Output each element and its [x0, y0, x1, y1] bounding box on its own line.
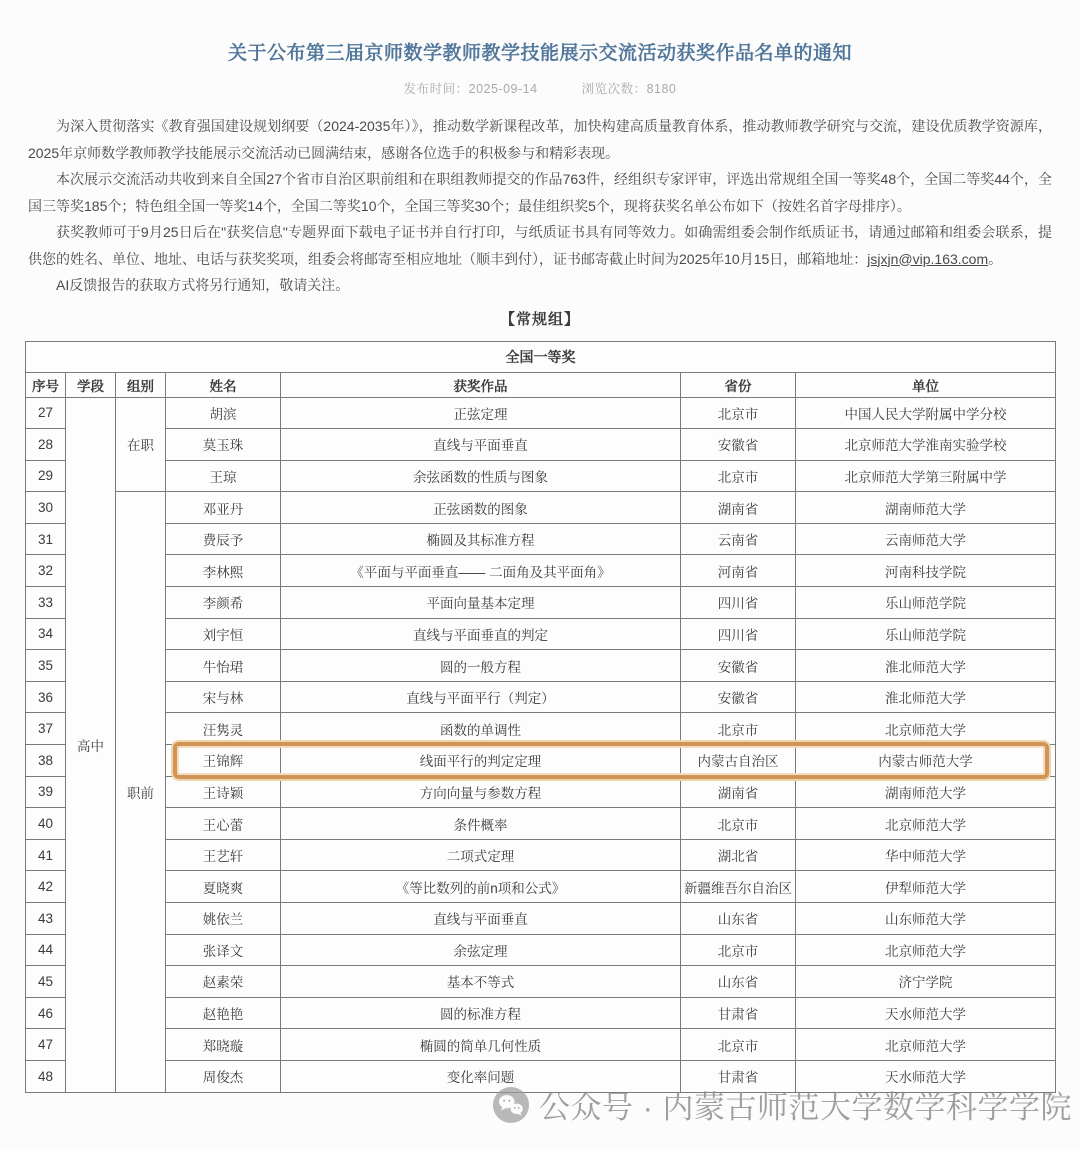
cell-unit: 湖南师范大学: [796, 776, 1056, 808]
cell-no: 42: [26, 871, 66, 903]
cell-no: 48: [26, 1060, 66, 1092]
cell-work: 直线与平面垂直: [281, 429, 681, 461]
page-title: 关于公布第三届京师数学教师教学技能展示交流活动获奖作品名单的通知: [227, 43, 852, 64]
cell-name: 李颜希: [166, 587, 281, 619]
cell-unit: 北京师范大学: [796, 934, 1056, 966]
cell-work: 《等比数列的前n项和公式》: [281, 871, 681, 903]
cell-unit: 北京师范大学: [796, 808, 1056, 840]
cell-province: 甘肃省: [681, 1060, 796, 1092]
cell-province: 北京市: [681, 397, 796, 429]
table-row: [26, 903, 1056, 935]
cell-province: 湖南省: [681, 776, 796, 808]
cell-work: 条件概率: [281, 808, 681, 840]
table-row: [26, 618, 1056, 650]
table-row: [26, 650, 1056, 682]
cell-unit: 乐山师范学院: [796, 587, 1056, 619]
cell-no: 39: [26, 776, 66, 808]
cell-work: 基本不等式: [281, 966, 681, 998]
header-group: 组别: [116, 372, 166, 397]
view-count-label: 浏览次数：: [581, 82, 647, 96]
cell-province: 山东省: [681, 966, 796, 998]
cell-name: 赵艳艳: [166, 997, 281, 1029]
cell-province: 安徽省: [681, 681, 796, 713]
cell-name: 王琼: [166, 460, 281, 492]
paragraph-3-period: 。: [988, 250, 1003, 267]
cell-no: 40: [26, 808, 66, 840]
table-row: [26, 871, 1056, 903]
cell-unit: 北京师范大学: [796, 713, 1056, 745]
cell-province: 内蒙古自治区: [681, 745, 796, 777]
cell-no: 29: [26, 460, 66, 492]
cell-work: 二项式定理: [281, 839, 681, 871]
cell-work: 变化率问题: [281, 1060, 681, 1092]
cell-no: 33: [26, 587, 66, 619]
cell-province: 甘肃省: [681, 997, 796, 1029]
cell-province: 北京市: [681, 808, 796, 840]
cell-unit: 河南科技学院: [796, 555, 1056, 587]
cell-no: 47: [26, 1029, 66, 1061]
cell-work: 椭圆及其标准方程: [281, 523, 681, 555]
cell-province: 湖北省: [681, 839, 796, 871]
cell-no: 30: [26, 492, 66, 524]
table-row: [26, 808, 1056, 840]
view-count-value: 8180: [646, 82, 677, 96]
paragraph-3-text: 获奖教师可于9月25日后在"获奖信息"专题界面下载电子证书并自行打印，与纸质证书具有同等效力。如确需组委会制作纸质证书，请通过邮箱和组委会联系，提供您的姓名、单位、地址、电话与获奖奖项，组委会将邮寄至相应地址（顺丰到付），证书邮寄截止时间为2025年10月15日，邮箱地址：: [28, 224, 1052, 267]
table-row: [26, 460, 1056, 492]
cell-unit: 云南师范大学: [796, 523, 1056, 555]
cell-unit: 淮北师范大学: [796, 650, 1056, 682]
cell-no: 27: [26, 397, 66, 429]
cell-name: 周俊杰: [166, 1060, 281, 1092]
award-table-body: [26, 397, 1056, 1092]
notice-body: [28, 113, 1052, 299]
table-row: [26, 397, 1056, 429]
cell-province: 山东省: [681, 903, 796, 935]
header-name: 姓名: [166, 372, 281, 397]
cell-no: 34: [26, 618, 66, 650]
cell-name: 王心蕾: [166, 808, 281, 840]
cell-name: 赵素荣: [166, 966, 281, 998]
table-row: [26, 934, 1056, 966]
cell-group: 在职: [116, 397, 166, 492]
cell-no: 32: [26, 555, 66, 587]
table-row: [26, 681, 1056, 713]
paragraph-1: 为深入贯彻落实《教育强国建设规划纲要（2024-2035年）》，推动数学新课程改革，加快构建高质量教育体系，推动教师教学研究与交流，建设优质教学资源库，2025年京师数学教师教学技能展示交流活动已圆满结束，感谢各位选手的积极参与和精彩表现。: [28, 118, 1052, 161]
cell-unit: 北京师范大学: [796, 1029, 1056, 1061]
cell-no: 37: [26, 713, 66, 745]
table-row: [26, 997, 1056, 1029]
cell-work: 余弦函数的性质与图象: [281, 460, 681, 492]
cell-work: 方向向量与参数方程: [281, 776, 681, 808]
cell-province: 新疆维吾尔自治区: [681, 871, 796, 903]
cell-name: 汪隽灵: [166, 713, 281, 745]
cell-work: 直线与平面垂直: [281, 903, 681, 935]
cell-province: 北京市: [681, 1029, 796, 1061]
paragraph-3: [28, 219, 1052, 272]
cell-work: 正弦函数的图象: [281, 492, 681, 524]
header-stage: 学段: [66, 372, 116, 397]
cell-group: 职前: [116, 492, 166, 1092]
cell-no: 43: [26, 903, 66, 935]
cell-province: 安徽省: [681, 650, 796, 682]
cell-name: 费辰予: [166, 523, 281, 555]
header-no: 序号: [26, 372, 66, 397]
cell-unit: 北京师范大学第三附属中学: [796, 460, 1056, 492]
cell-name: 王诗颖: [166, 776, 281, 808]
cell-name: 牛怡珺: [166, 650, 281, 682]
publish-time: [404, 82, 538, 96]
table-title-row: [26, 341, 1056, 372]
cell-name: 郑晓璇: [166, 1029, 281, 1061]
view-count: [582, 82, 677, 96]
cell-unit: 天水师范大学: [796, 1060, 1056, 1092]
table-row: [26, 492, 1056, 524]
header-work: 获奖作品: [281, 372, 681, 397]
cell-no: 41: [26, 839, 66, 871]
cell-unit: 伊犁师范大学: [796, 871, 1056, 903]
table-header-row: [26, 372, 1056, 397]
cell-name: 宋与林: [166, 681, 281, 713]
cell-unit: 中国人民大学附属中学分校: [796, 397, 1056, 429]
cell-name: 王锦辉: [166, 745, 281, 777]
cell-name: 张译文: [166, 934, 281, 966]
cell-unit: 山东师范大学: [796, 903, 1056, 935]
table-row: [26, 713, 1056, 745]
cell-unit: 淮北师范大学: [796, 681, 1056, 713]
cell-unit: 天水师范大学: [796, 997, 1056, 1029]
cell-work: 正弦定理: [281, 397, 681, 429]
watermark-text: 公众号 · 内蒙古师范大学数学科学学院: [539, 1090, 1073, 1125]
cell-name: 夏晓爽: [166, 871, 281, 903]
table-row: [26, 1029, 1056, 1061]
cell-work: 直线与平面垂直的判定: [281, 618, 681, 650]
table-row: [26, 839, 1056, 871]
publish-time-label: 发布时间：: [403, 82, 469, 96]
cell-province: 北京市: [681, 713, 796, 745]
cell-name: 邓亚丹: [166, 492, 281, 524]
cell-unit: 内蒙古师范大学: [796, 745, 1056, 777]
cell-unit: 济宁学院: [796, 966, 1056, 998]
award-table: [25, 341, 1056, 1093]
header-unit: 单位: [796, 372, 1056, 397]
table-row: [26, 776, 1056, 808]
cell-unit: 湖南师范大学: [796, 492, 1056, 524]
cell-unit: 北京师范大学淮南实验学校: [796, 429, 1056, 461]
paragraph-2: 本次展示交流活动共收到来自全国27个省市自治区职前组和在职组教师提交的作品763件，经组织专家评审，评选出常规组全国一等奖48个，全国二等奖44个，全国三等奖185个；特色组全国一等奖14个，全国二等奖10个，全国三等奖30个；最佳组织奖5个，现将获奖名单公布如下（按姓名首字母排序）。: [28, 171, 1052, 214]
cell-province: 四川省: [681, 618, 796, 650]
cell-work: 《平面与平面垂直—— 二面角及其平面角》: [281, 555, 681, 587]
table-row: [26, 966, 1056, 998]
cell-no: 28: [26, 429, 66, 461]
cell-province: 四川省: [681, 587, 796, 619]
cell-no: 44: [26, 934, 66, 966]
section-label: 【常规组】: [499, 310, 580, 328]
cell-no: 31: [26, 523, 66, 555]
cell-work: 椭圆的简单几何性质: [281, 1029, 681, 1061]
cell-name: 胡滨: [166, 397, 281, 429]
paragraph-4: AI反馈报告的获取方式将另行通知，敬请关注。: [56, 277, 350, 293]
cell-no: 45: [26, 966, 66, 998]
cell-work: 圆的标准方程: [281, 997, 681, 1029]
cell-work: 余弦定理: [281, 934, 681, 966]
cell-name: 姚依兰: [166, 903, 281, 935]
table-row: [26, 587, 1056, 619]
cell-name: 李林熙: [166, 555, 281, 587]
cell-name: 莫玉珠: [166, 429, 281, 461]
cell-no: 46: [26, 997, 66, 1029]
cell-no: 38: [26, 745, 66, 777]
cell-work: 线面平行的判定定理: [281, 745, 681, 777]
cell-work: 圆的一般方程: [281, 650, 681, 682]
cell-stage: 高中: [66, 397, 116, 1092]
meta-line: [0, 79, 1080, 97]
cell-province: 北京市: [681, 934, 796, 966]
cell-name: 王艺轩: [166, 839, 281, 871]
cell-province: 湖南省: [681, 492, 796, 524]
table-row: [26, 745, 1056, 777]
wechat-icon: [492, 1086, 530, 1124]
table-title: 全国一等奖: [26, 341, 1056, 372]
cell-work: 函数的单调性: [281, 713, 681, 745]
cell-province: 云南省: [681, 523, 796, 555]
cell-name: 刘宇恒: [166, 618, 281, 650]
cell-work: 平面向量基本定理: [281, 587, 681, 619]
table-row: [26, 555, 1056, 587]
header-province: 省份: [681, 372, 796, 397]
cell-unit: 华中师范大学: [796, 839, 1056, 871]
cell-work: 直线与平面平行（判定）: [281, 681, 681, 713]
email-link[interactable]: jsjxjn@vip.163.com: [867, 250, 989, 267]
watermark: [492, 1082, 1072, 1127]
cell-province: 河南省: [681, 555, 796, 587]
cell-no: 36: [26, 681, 66, 713]
cell-province: 安徽省: [681, 429, 796, 461]
cell-no: 35: [26, 650, 66, 682]
table-row: [26, 523, 1056, 555]
table-row: [26, 429, 1056, 461]
cell-unit: 乐山师范学院: [796, 618, 1056, 650]
cell-province: 北京市: [681, 460, 796, 492]
publish-time-value: 2025-09-14: [468, 82, 538, 96]
